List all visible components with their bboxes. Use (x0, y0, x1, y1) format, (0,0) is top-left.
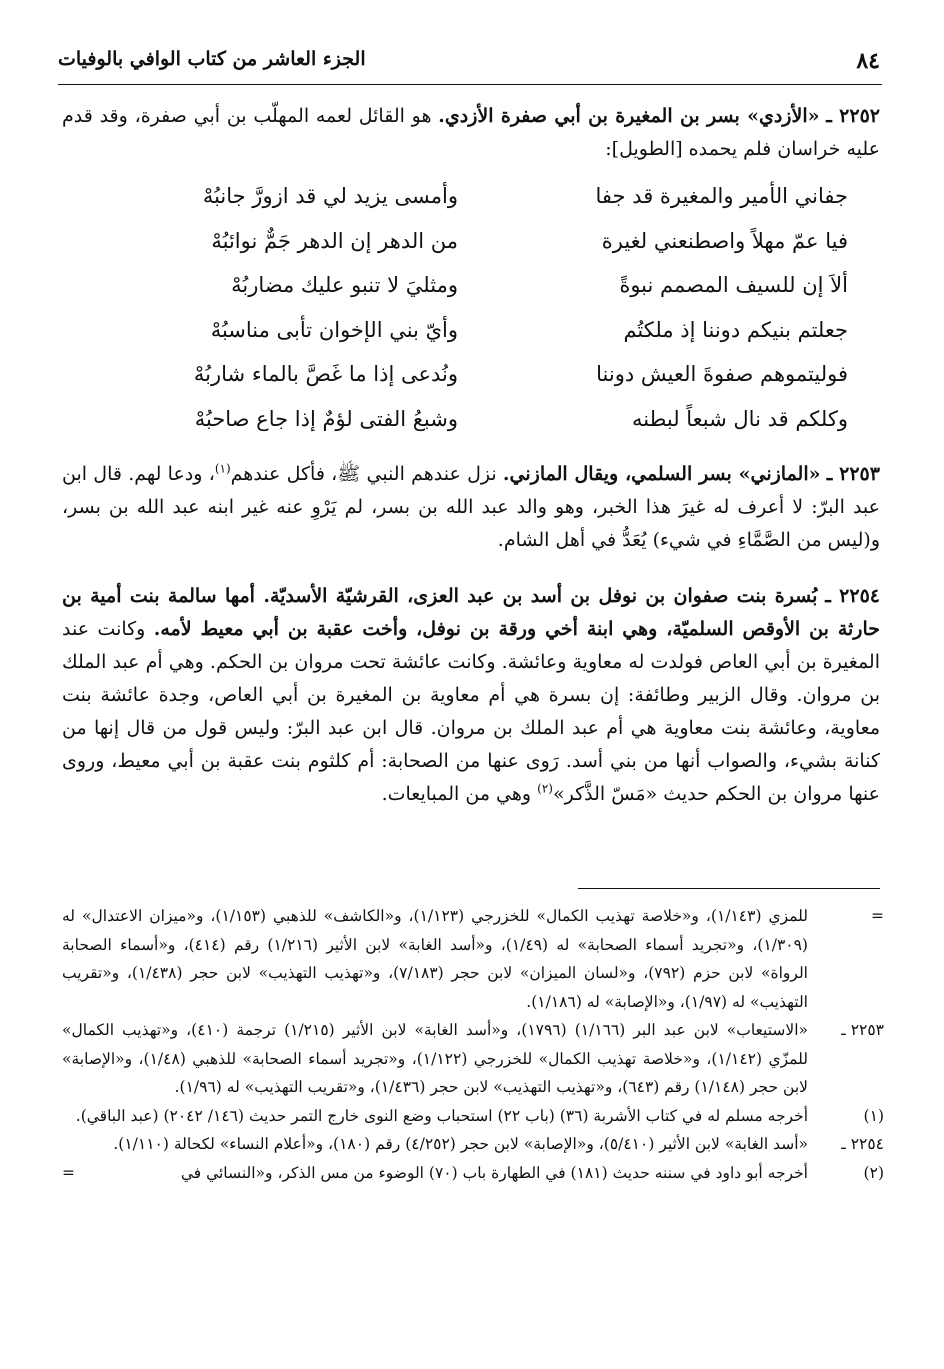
verse (96, 229, 848, 274)
entry-heading: «المازني» بسر السلمي، ويقال المازني. (502, 463, 821, 485)
entry-text: نزل عندهم النبي ﷺ، فأكل عندهم (230, 463, 497, 485)
footnote-text (62, 1159, 808, 1188)
entry-number: ٢٢٥٤ ـ (825, 585, 880, 607)
footnote-label: = (871, 907, 884, 925)
entry-text-continued: ، ودعا لهم. قال ابن عبد البرّ: لا أعرف له غيرَ هذا الخبر، وهو والد عبد الله بن بسر، لم يَرْوِ عنه غير ابنه عبد الله بن بسر، و(ليس من الصَّمَّاءِ في شيء) يُعَدُّ في أهل الشام. (62, 463, 880, 551)
footnote-ref[interactable]: (١) (214, 461, 231, 476)
footnote-ref[interactable]: (٢) (537, 781, 553, 796)
footnote-text: أخرجه مسلم له في كتاب الأشربة (٣٦) (باب ٢٢) استحباب وضع النوى خارج التمر حديث (١٤٦/ ٢٠٤٢) (عبد الباقي). (75, 1106, 808, 1125)
verse (96, 184, 848, 229)
footnote-source-2253 (62, 1016, 884, 1102)
entry-text-continued: وهي من المبايعات. (381, 783, 538, 805)
footnotes (62, 902, 884, 1187)
footnote-separator (578, 888, 880, 889)
footnote-1 (62, 1102, 884, 1131)
entry-2253 (62, 458, 880, 557)
verse (96, 318, 848, 363)
entry-text: وكانت عند المغيرة بن أبي العاص فولدت له معاوية وعائشة. وكانت عائشة تحت مروان بن الحكم. وهي أم عبد الملك بن مروان. وقال الزبير وطائفة: إن بسرة هي أم معاوية بن المغيرة بن أبي العاص، وجدة عائشة بنت معاوية، وعائشة بنت معاوية هي أم عبد الملك بن مروان. قال ابن عبد البرّ: وليس قول من قال إنها من كنانة بشيء، والصواب أنها من بني أسد. رَوى عنها من الصحابة: أم كلثوم بنت عقبة بن أبي معيط، وروى عنها مروان بن الحكم حديث «مَسّ الذَّكر» (62, 618, 880, 805)
entry-number: ٢٢٥٢ ـ (826, 105, 880, 127)
footnote-text: «الاستيعاب» لابن عبد البر (١/١٦٦) (١٧٩٦)، و«أسد الغابة» لابن الأثير (١/٢١٥) ترجمة (٤١٠)، و«تهذيب الكمال» للمزّي (١/١٤٢)، و«خلاصة تهذيب الكمال» للخزرجي (١/١٢٢)، و«تجريد أسماء الصحابة» للذهبي (١/٤٨)، و«الإصابة» لابن حجر (١/١٤٨) رقم (٦٤٣)، و«تهذيب التهذيب» لابن حجر (١/٤٣٦)، و«تقريب التهذيب» له (١/٩٦). (62, 1021, 809, 1096)
footnote-text: للمزي (١/١٤٣)، و«خلاصة تهذيب الكمال» للخزرجي (١/١٢٣)، و«الكاشف» للذهبي (١/١٥٣)، و«ميزان الاعتدال» له (١/٣٠٩)، و«تجريد أسماء الصحابة» له (١/٤٩)، و«أسد الغابة» لابن الأثير (١/٢١٦) رقم (٤١٤)، و«أسماء الصحابة الرواة» لابن حزم (٧٩٢)، و«لسان الميزان» لابن حجر (٧/١٨٣)، و«تهذيب التهذيب» لابن حجر (١/٤٣٨)، و«تقريب التهذيب» له (١/٩٧)، و«الإصابة» له (١/١٨٦). (62, 907, 808, 1011)
verse-first-hemistich: فيا عمّ مهلاً واصطنعني لغيرة (601, 228, 848, 253)
verse-first-hemistich: فوليتموهم صفوةَ العيش دوننا (596, 362, 848, 386)
footnote-text-body: أخرجه أبو داود في سننه حديث (١٨١) في الطهارة باب (٧٠) الوضوء من مس الذكر، و«النسائي في (180, 1163, 808, 1182)
verse-second-hemistich: ومثليَ لا تنبو عليك مضاربُهْ (231, 273, 458, 297)
entry-2252 (62, 100, 880, 166)
entry-text: هو القائل لعمه المهلّب بن أبي صفرة، وقد قدم عليه خراسان فلم يحمده [الطويل]: (62, 105, 880, 160)
entry-heading: «الأزدي» بسر بن المغيرة بن أبي صفرة الأزدي. (438, 105, 820, 127)
entry-number: ٢٢٥٣ ـ (826, 463, 880, 485)
entry-heading: بُسرة بنت صفوان بن نوفل بن أسد بن عبد العزى، القرشيّة الأسديّة. أمها سالمة بنت أمية بن حارثة بن الأوقص السلميّة، وهي ابنة أخي ورقة بن نوفل، وأخت عقبة بن أبي معيط لأمه. (62, 585, 881, 640)
verse (96, 362, 848, 407)
page-header (58, 44, 880, 84)
poem (96, 184, 848, 451)
verse-second-hemistich: وأيّ بني الإخوان تأبى مناسبُهْ (210, 317, 458, 342)
running-title: الجزء العاشر من كتاب الوافي بالوفيات (58, 48, 366, 70)
footnote-label: ٢٢٥٤ ـ (841, 1135, 884, 1153)
footnote-label: (١) (863, 1106, 884, 1125)
continuation-mark: = (62, 1163, 75, 1182)
page-number: ٨٤ (856, 48, 880, 74)
verse-first-hemistich: ألاَ إن للسيف المصمم نبوةً (619, 273, 848, 297)
verse-second-hemistich: من الدهر إن الدهر جَمٌّ نوائبُهْ (211, 228, 458, 253)
header-rule (58, 84, 882, 85)
footnote-label: ٢٢٥٣ ـ (841, 1021, 884, 1039)
verse-second-hemistich: ونُدعى إذا ما غَصَّ بالماء شاربُهْ (193, 362, 458, 386)
footnote-continued (62, 902, 884, 1016)
verse-second-hemistich: وأمسى يزيد لي قد ازورَّ جانبُهْ (202, 184, 458, 208)
verse-first-hemistich: وكلكم قد نال شبعاً لبطنه (632, 406, 848, 431)
verse-first-hemistich: جعلتم بنيكم دوننا إذ ملكتُم (623, 317, 848, 342)
footnote-label: (٢) (863, 1163, 884, 1182)
entry-2254 (62, 580, 880, 811)
footnote-text: «أسد الغابة» لابن الأثير (٥/٤١٠)، و«الإصابة» لابن حجر (٤/٢٥٢) رقم (١٨٠)، و«أعلام النساء» لكحالة (١/١١٠). (113, 1135, 808, 1153)
verse (96, 407, 848, 452)
verse (96, 273, 848, 318)
verse-second-hemistich: وشبعُ الفتى لؤمٌ إذا جاع صاحبُهْ (194, 406, 458, 431)
footnote-source-2254 (62, 1130, 884, 1159)
verse-first-hemistich: جفاني الأمير والمغيرة قد جفا (595, 184, 848, 208)
footnote-2 (62, 1159, 884, 1188)
